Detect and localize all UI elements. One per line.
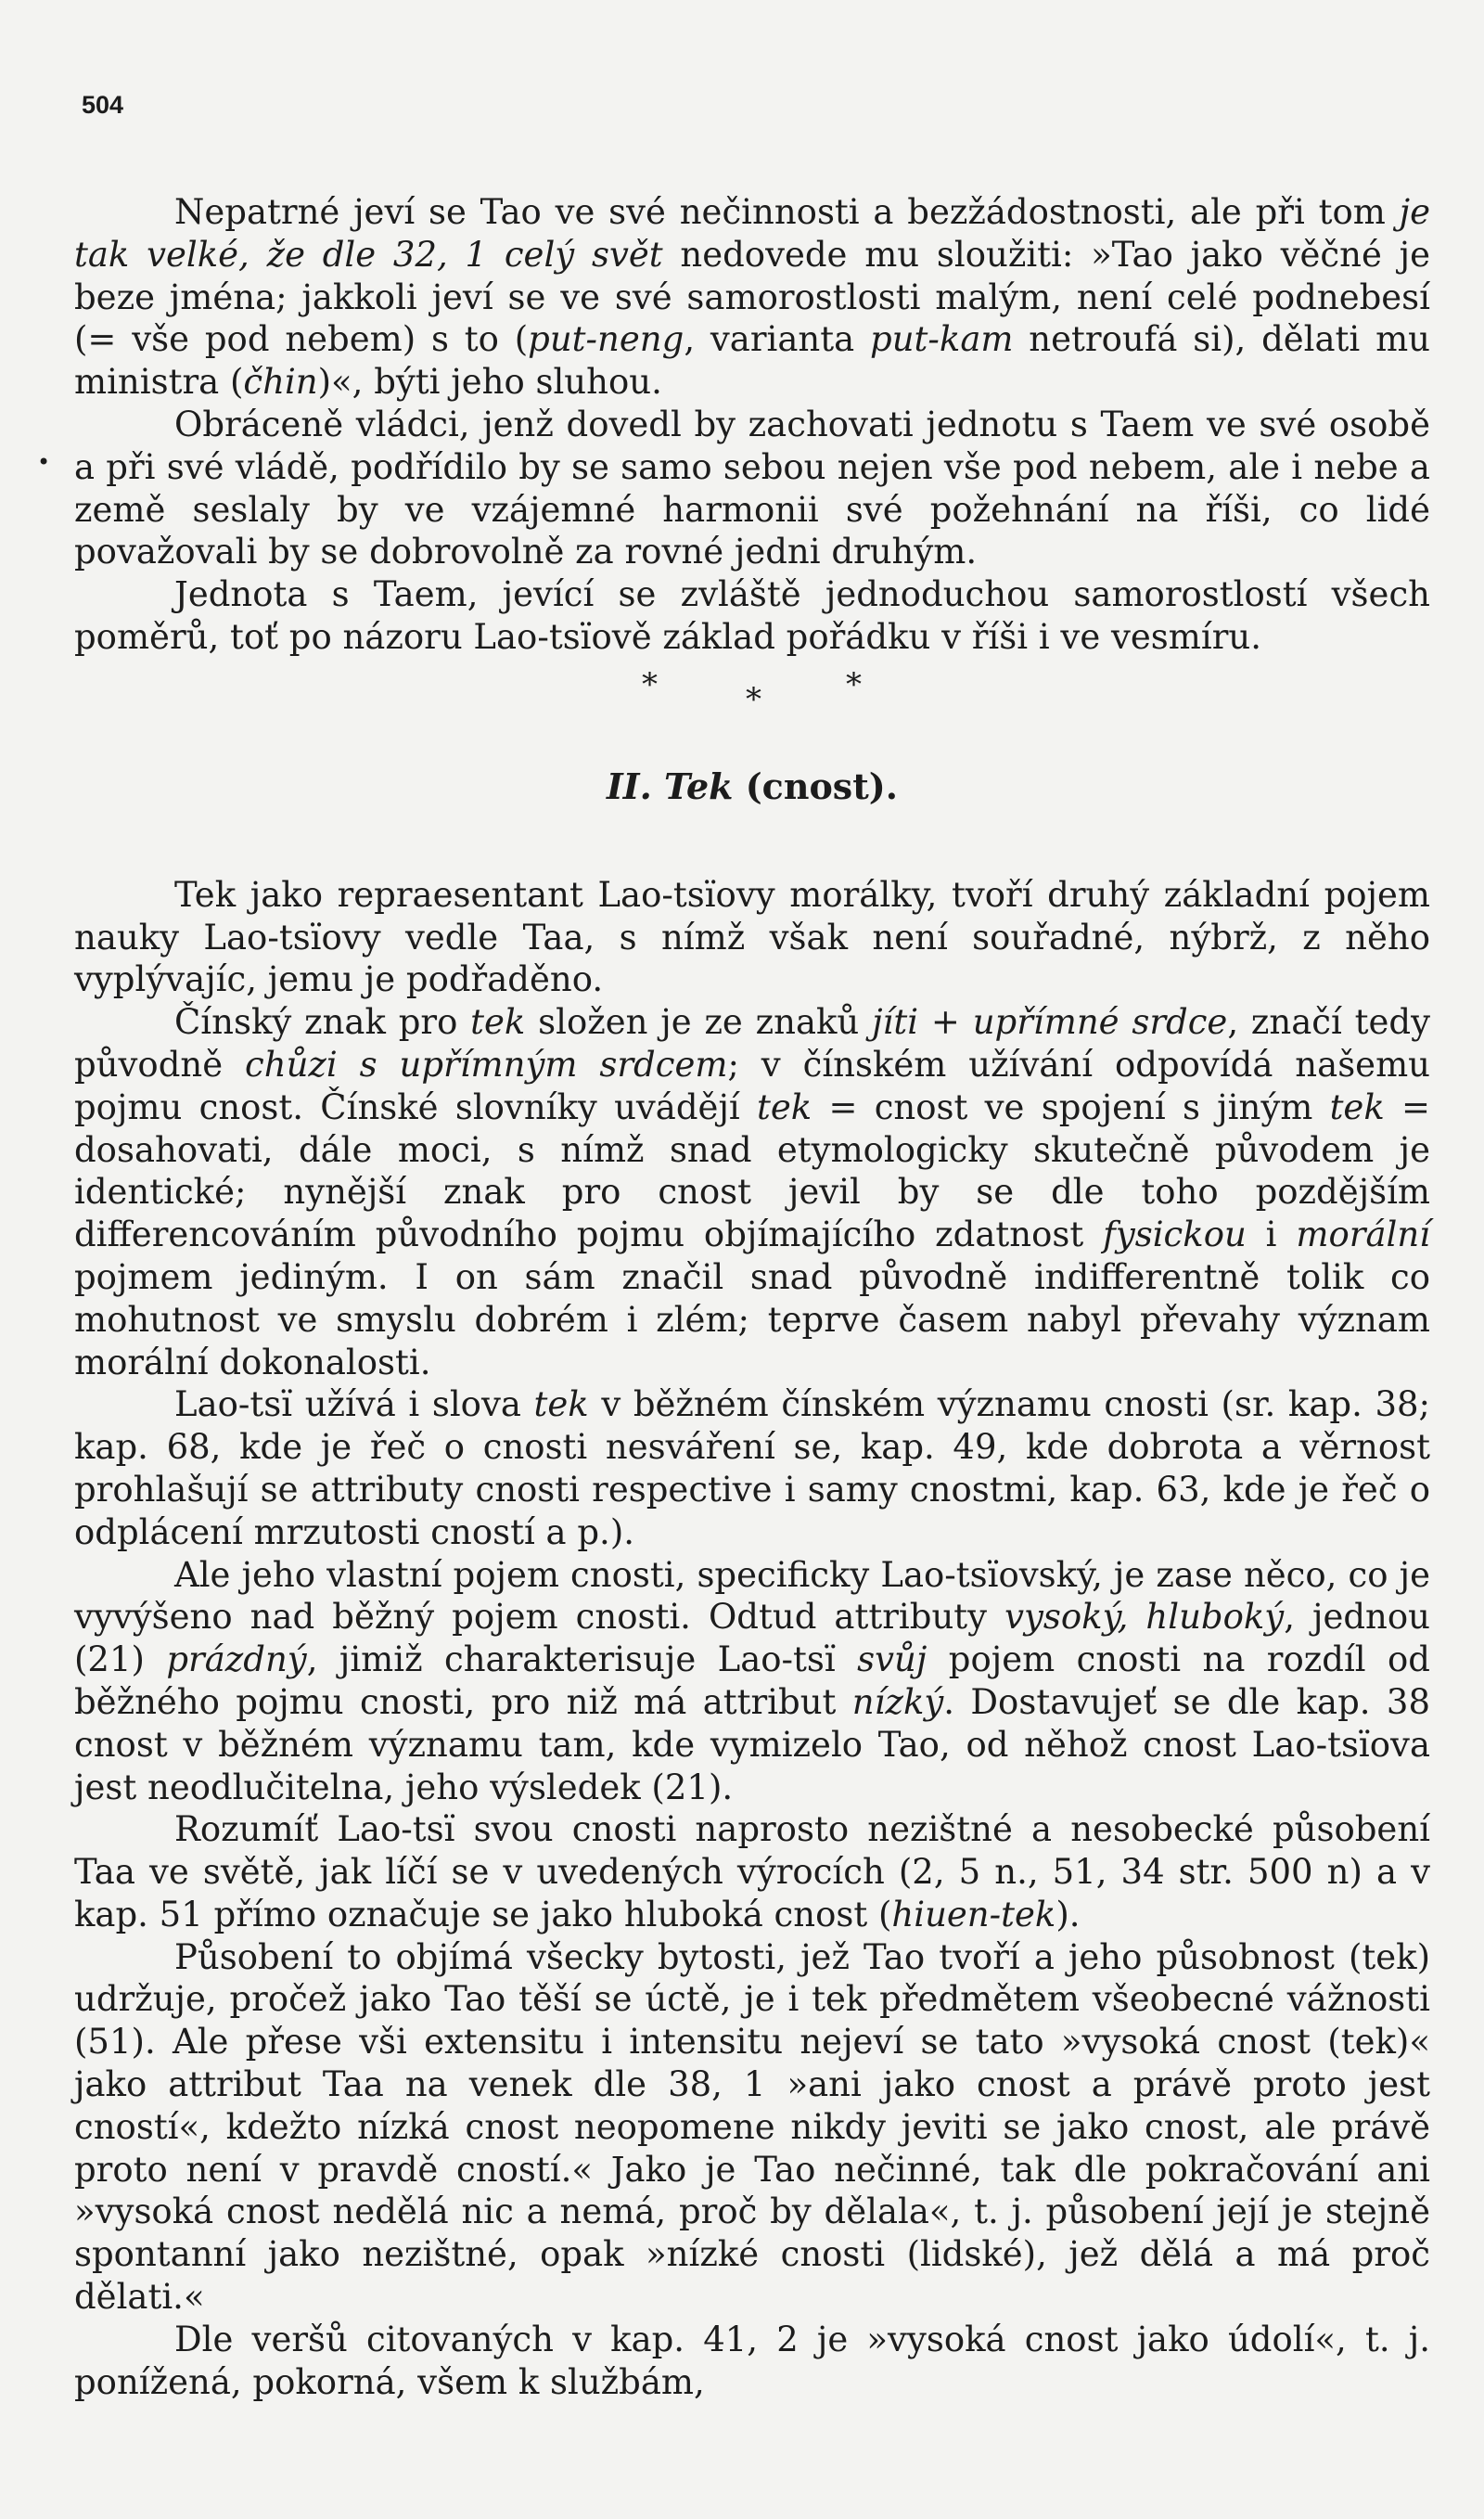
paragraph xyxy=(74,1936,1430,2319)
text-run: Tek jako repraesentant Lao-tsïovy morálky, tvoří druhý základní pojem nauky Lao-tsïovy vedle Taa, s nímž však není souřadné, nýbrž, z něho vyplývajíc, jemu je podřaděno. xyxy=(74,874,1430,1000)
text-run: Jednota s Taem, jevící se zvláště jednoduchou samorostlostí všech poměrů, toť po názoru Lao-tsïově základ pořádku v říši i ve vesmíru. xyxy=(74,574,1430,657)
paragraphs-after-section xyxy=(74,874,1430,2404)
text-run: , jimiž charakterisuje Lao-tsï xyxy=(306,1639,858,1680)
text-run: nedovede mu sloužiti: »Tao jako věčné je beze jména; jakkoli jeví se ve své samorostlosti malým, není celé podnebesí (= vše pod nebem) s to ( xyxy=(74,234,1431,360)
italic-term: nízký xyxy=(851,1681,944,1722)
text-run: pojem cnosti na rozdíl od běžného pojmu cnosti, pro niž má attribut xyxy=(74,1639,1430,1722)
paragraph xyxy=(74,1554,1430,1809)
text-run: netroufá si), dělati mu ministra ( xyxy=(74,319,1430,403)
text-run: pojmem jediným. I on sám značil snad původně indifferentně tolik co mohutnost ve smyslu dobrém i zlém; teprve časem nabyl převahy význam morální dokonalosti. xyxy=(74,1256,1430,1382)
italic-term: svůj xyxy=(857,1639,928,1680)
italic-term: tek xyxy=(470,1002,526,1043)
italic-term: upřímné srdce xyxy=(972,1002,1228,1043)
italic-term: prázdný xyxy=(166,1639,307,1680)
paragraph xyxy=(74,404,1430,573)
italic-term: morální xyxy=(1296,1215,1431,1255)
separator-star: * xyxy=(642,665,658,703)
paragraph xyxy=(74,1001,1430,1383)
text-run: Dle veršů citovaných v kap. 41, 2 je »vysoká cnost jako údolí«, t. j. ponížená, pokorná, všem k službám, xyxy=(74,2319,1430,2402)
text-run: Ale jeho vlastní pojem cnosti, specificky Lao-tsïovský, je zase něco, co je vyvýšeno nad běžný pojem cnosti. Odtud attributy xyxy=(74,1554,1430,1638)
text-run: + xyxy=(918,1002,973,1043)
italic-term: vysoký, hluboký xyxy=(1004,1597,1285,1638)
italic-term: fysickou xyxy=(1103,1215,1247,1255)
section-subtitle: (cnost). xyxy=(745,765,898,807)
paragraph xyxy=(74,1808,1430,1935)
text-run: ; v čínském užívání odpovídá našemu pojmu cnost. Čínské slovníky uvádějí xyxy=(74,1044,1430,1127)
page-number: 504 xyxy=(82,91,124,119)
italic-term: hiuen-tek xyxy=(891,1894,1056,1934)
text-run: . Dostavujeť se dle kap. 38 cnost v běžném významu tam, kde vymizelo Tao, od něhož cnost Lao-tsïova jest neodlučitelna, jeho výsledek (21). xyxy=(74,1681,1431,1807)
margin-dot: • xyxy=(37,449,51,475)
text-run: , značí tedy původně xyxy=(74,1002,1431,1085)
paragraph xyxy=(74,191,1430,404)
text-run: , varianta xyxy=(684,319,871,360)
text-run: , jednou (21) xyxy=(74,1597,1430,1680)
text-run: ). xyxy=(1055,1894,1081,1934)
paragraphs-before-section xyxy=(74,191,1430,659)
text-run: Rozumíť Lao-tsï svou cnosti naprosto nezištné a nesobecké působení Taa ve světě, jak líčí se v uvedených výrocích (2, 5 n., 51, 34 str. 500 n) a v kap. 51 přímo označuje se jako hluboká cnost ( xyxy=(74,1809,1430,1934)
text-run: = cnost ve spojení s jiným xyxy=(812,1086,1330,1127)
text-run: Působení to objímá všecky bytosti, jež Tao tvoří a jeho působnost (tek) udržuje, pročež jako Tao těší se úctě, je i tek předmětem všeobecné vážnosti (51). Ale přese vši extensitu i intensitu nejeví se tato »vysoká cnost (tek)« jako attribut Taa na venek dle 38, 1 »ani jako cnost a právě proto jest cností«, kdežto nízká cnost neopomene nikdy jeviti se jako cnost, ale právě proto není v pravdě cností.« Jako je Tao nečinné, tak dle pokračování ani »vysoká cnost nedělá nic a nemá, proč by dělala«, t. j. působení její je stejně spontanní jako nezištné, opak »nízké cnosti (lidské), jež dělá a má proč dělati.« xyxy=(74,1936,1430,2318)
text-run: i xyxy=(1246,1215,1297,1255)
text-run: Nepatrné jeví se Tao ve své nečinnosti a bezžádostnosti, ale při tom xyxy=(174,192,1400,232)
paragraph xyxy=(74,1383,1430,1553)
text-run: Čínský znak pro xyxy=(174,1002,471,1043)
italic-term: tek xyxy=(533,1384,589,1425)
section-numeral: II. Tek xyxy=(607,765,734,807)
paragraph xyxy=(74,874,1430,1001)
italic-term: čhin xyxy=(243,362,318,403)
separator-star: * xyxy=(846,665,862,703)
text-run: = dosahovati, dále moci, s nímž snad etymologicky skutečně původem je identické; nynější znak pro cnost jevil by se dle toho pozdějším differencováním původního pojmu objímajícího zdatnost xyxy=(74,1086,1431,1255)
text-run: složen je ze znaků xyxy=(525,1002,873,1043)
section-separator xyxy=(74,659,1430,744)
paragraph xyxy=(74,2319,1430,2404)
text-run: v běžném čínském významu cnosti (sr. kap. 38; kap. 68, kde je řeč o cnosti nesváření se, kap. 49, kde dobrota a věrnost prohlašují se attributy cnosti respective i samy cnostmi, kap. 63, kde je řeč o odplácení mrzutosti cností a p.). xyxy=(74,1384,1431,1552)
italic-term: tek xyxy=(1329,1086,1385,1127)
italic-term: jíti xyxy=(872,1002,919,1043)
text-run: Obráceně vládci, jenž dovedl by zachovati jednotu s Taem ve své osobě a při své vládě, podřídilo by se samo sebou nejen vše pod nebem, ale i nebe a země seslaly by ve vzájemné harmonii své požehnání na říši, co lidé považovali by se dobrovolně za rovné jedni druhým. xyxy=(74,404,1430,572)
paragraph xyxy=(74,573,1430,659)
text-run: )«, býti jeho sluhou. xyxy=(317,362,662,403)
italic-term: put-kam xyxy=(870,319,1014,360)
italic-term: put-neng xyxy=(528,319,684,360)
section-heading xyxy=(74,744,1430,874)
text-run: Lao-tsï užívá i slova xyxy=(174,1384,534,1425)
italic-term: je tak velké, že dle 32, 1 celý svět xyxy=(74,192,1430,275)
italic-term: chůzi s upřímným srdcem xyxy=(245,1044,728,1085)
separator-star: * xyxy=(746,680,761,718)
text-body xyxy=(74,191,1430,2403)
italic-term: tek xyxy=(757,1086,812,1127)
